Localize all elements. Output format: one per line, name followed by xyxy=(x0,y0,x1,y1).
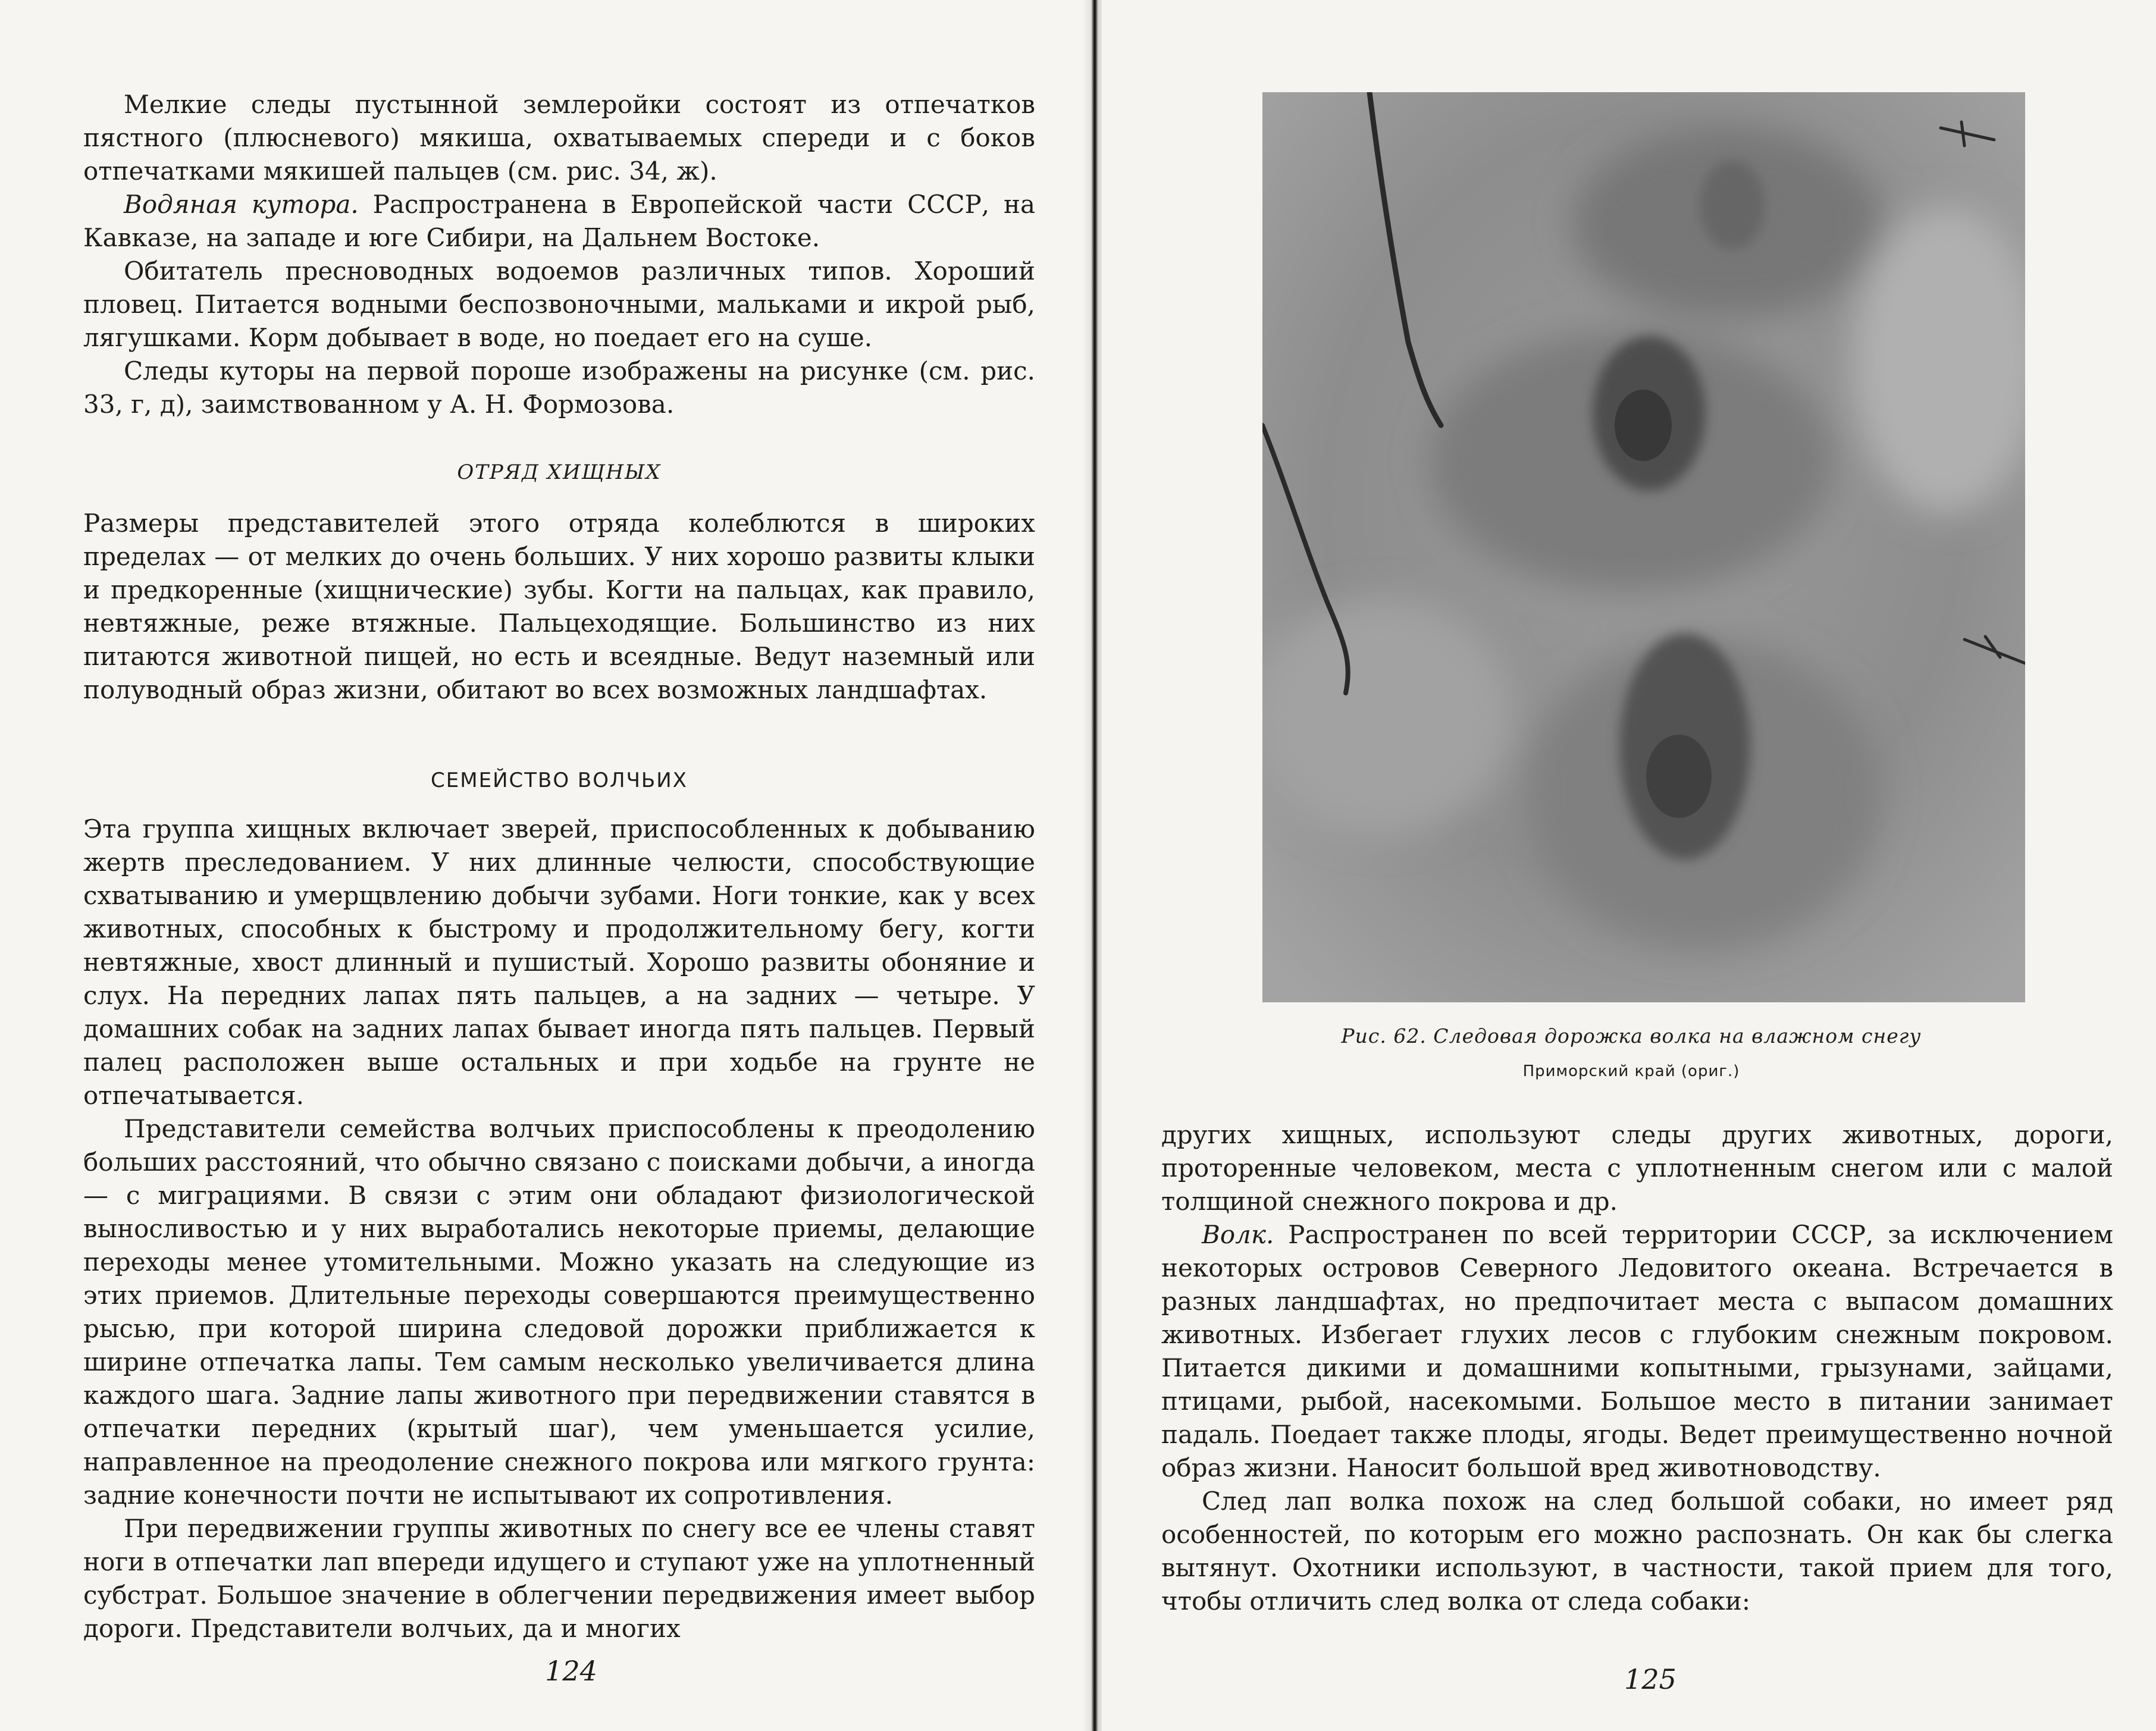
species-name-wolf: Волк. xyxy=(1202,1220,1274,1249)
paragraph-family-3: При передвижении группы животных по снегу все ее члены ставят ноги в отпечатки лап впереди идущего и ступают уже на уплотненный субстрат. Большое значение в облегчении передвижения имеет выбор дороги. Представители волчьих, да и многих xyxy=(83,1514,1035,1643)
kutora-range: Распространена в Европейской части СССР, на Кавказе, на западе и юге Сибири, на Дальнем Востоке. xyxy=(83,190,1036,252)
paragraph-order: Размеры представителей этого отряда колеблются в широких пределах — от мелких до очень больших. У них хорошо развиты клыки и предкоренные (хищнические) зубы. Когти на пальцах, как правило, невтяжные, реже втяжные. Пальцеходящие. Большинство из них питаются животной пищей, но есть и всеядные. Ведут наземный или полуводный образ жизни, обитают во всех возможных ландшафтах. xyxy=(83,509,1035,704)
heading-order-carnivora: ОТРЯД ХИЩНЫХ xyxy=(457,460,662,484)
paragraph-kutora-habitat: Обитатель пресноводных водоемов различных типов. Хороший пловец. Питается водными беспозвоночными, мальками и икрой рыб, лягушками. Корм добывает в воде, но поедает его на суше. xyxy=(83,256,1035,352)
paragraph-family-2: Представители семейства волчьих приспособлены к преодолению больших расстояний, что обычно связано с поисками добычи, а иногда — с миграциями. В связи с этим они обладают физиологической выносливостью и у них выработались некоторые приемы, делающие переходы менее утомительными. Можно указать на следующие из этих приемов. Длительные переходы совершаются преимущественно рысью, при которой ширина следовой дорожки приближается к ширине отпечатка лапы. Тем самым несколько увеличивается длина каждого шага. Задние лапы животного при передвижении ставятся в отпечатки передних (крытый шаг), чем уменьшается усилие, направленное на преодоление снежного покрова или мягкого грунта: задние конечности почти не испытывают их сопротивления. xyxy=(83,1114,1035,1510)
paragraph-shrew: Мелкие следы пустынной землеройки состоят из отпечатков пястного (плюсневого) мякиша, охватываемых спереди и с боков отпечатками мякишей пальцев (см. рис. 34, ж). xyxy=(83,90,1035,186)
paragraph-wolf-tracks: След лап волка похож на след большой собаки, но имеет ряд особенностей, по которым его можно распознать. Он как бы слегка вытянут. Охотники используют, в частности, такой прием для того, чтобы отличить след волка от следа собаки: xyxy=(1161,1487,2113,1616)
figure-caption: Рис. 62. Следовая дорожка волка на влажном снегу xyxy=(1341,1024,1922,1048)
right-page xyxy=(1102,0,2156,1731)
figure-subcaption: Приморский край (ориг.) xyxy=(1522,1062,1740,1080)
right-text-column xyxy=(1161,1118,2113,1618)
paragraph-kutora-tracks: Следы куторы на первой пороше изображены на рисунке (см. рис. 33, г, д), заимствованном у А. Н. Формозова. xyxy=(83,356,1035,419)
heading-family-canidae: СЕМЕЙСТВО ВОЛЧЬИХ xyxy=(431,769,688,792)
wolf-track-photo-svg xyxy=(1262,92,2025,1002)
left-text-column xyxy=(83,88,1035,1645)
wolf-description: Распространен по всей территории СССР, за исключением некоторых островов Северного Ледовитого океана. Встречается в разных ландшафтах, но предпочитает места с выпасом домашних животных. Избегает глухих лесов с глубоким снежным покровом. Питается дикими и домашними копытными, грызунами, зайцами, птицами, рыбой, насекомыми. Большое место в питании занимает падаль. Поедает также плоды, ягоды. Ведет преимущественно ночной образ жизни. Наносит большой вред животноводству. xyxy=(1161,1220,2113,1482)
paragraph-continued: других хищных, используют следы других животных, дороги, проторенные человеком, места с уплотненным снегом или с малой толщиной снежного покрова и др. xyxy=(1161,1120,2113,1216)
paragraph-kutora xyxy=(83,188,1035,255)
paragraph-family-1: Эта группа хищных включает зверей, приспособленных к добыванию жертв преследованием. У них длинные челюсти, способствующие схватыванию и умерщвлению добычи зубами. Ноги тонкие, как у всех животных, способных к быстрому и продолжительному бегу, когти невтяжные, хвост длинный и пушистый. Хорошо развиты обоняние и слух. На передних лапах пять пальцев, а на задних — четыре. У домашних собак на задних лапах бывает иногда пять пальцев. Первый палец расположен выше остальных и при ходьбе на грунте не отпечатывается. xyxy=(83,814,1035,1110)
paragraph-wolf xyxy=(1161,1218,2113,1485)
species-name-kutora: Водяная кутора. xyxy=(124,190,359,219)
page-number-left: 124 xyxy=(545,1655,597,1687)
wolf-track-photo xyxy=(1262,92,2025,1002)
page-number-right: 125 xyxy=(1624,1663,1676,1695)
